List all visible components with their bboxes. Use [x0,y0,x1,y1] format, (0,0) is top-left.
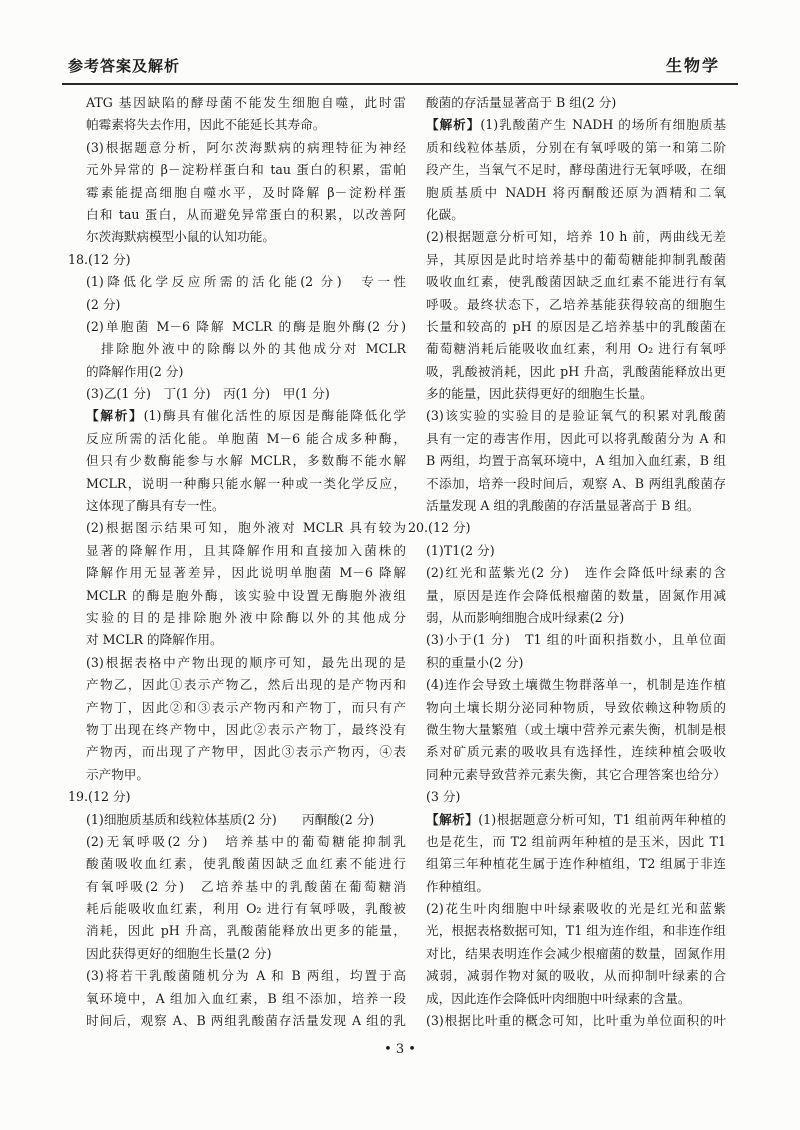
text-line: 示产物甲。 [86,766,149,782]
text-line: MCLR，说明一种酶只能水解一种或一类化学反应， [86,475,406,491]
answer-paragraph [426,562,726,629]
text-line: 胞质基质中 NADH 将丙酮酸还原为酒精和二氧 [426,184,726,200]
text-line: 19.(12 分) [68,789,131,805]
text-line: (3)乙(1 分) 丁(1 分) 丙(1 分) 甲(1 分) [86,386,330,402]
text-line: 葡萄糖消耗后能吸收血红素，利用 O₂ 进行有氧呼 [426,341,726,357]
text-line: 吸收血红素，使乳酸菌因缺乏血红素不能进行有氧 [426,274,726,290]
text-line: 化碳。 [426,206,464,222]
analysis-label: 【解析】 [426,117,481,133]
text-line: 长量和较高的 pH 的原因是乙培养基中的乳酸菌在 [426,318,726,334]
right-column [408,92,727,1032]
text-line: 排除胞外液中的除酶以外的其他成分对 MCLR [86,341,406,357]
analysis-paragraph [426,114,726,226]
text-line: 有氧呼吸(2 分) 乙培养基中的乳酸菌在葡萄糖消 [86,878,406,894]
text-line: (2)花生叶肉细胞中叶绿素吸收的光是红光和蓝紫 [426,901,726,917]
text-line: 氧环境中，A 组加入血红素，B 组不添加，培养一段 [86,990,406,1006]
text-line: 产物丙，而出现了产物甲，因此③表示产物丙，④表 [86,744,406,760]
text-line: 光，根据表格数据可知，T1 组为连作组，和非连作组 [426,923,726,939]
text-line: (1)T1(2 分) [426,542,495,558]
text-line: (2)无氧呼吸(2 分) 培养基中的葡萄糖能抑制乳 [86,833,406,849]
text-line: MCLR 的酶是胞外酶，该实验中设置无酶胞外液组 [86,587,406,603]
answer-paragraph [86,316,406,383]
answer-paragraph [86,383,406,405]
text-line: 物向土壤长期分泌同种物质，导致依赖这种物质的 [426,699,726,715]
text-line-content: (1)酶具有催化活性的原因是酶能降低化学 [143,408,407,424]
header-section-title: 参考答案及解析 [68,57,181,75]
text-line: 18.(12 分) [68,251,131,267]
analysis-label: 【解析】 [426,811,479,827]
text-line: (2)单胞菌 M－6 降解 MCLR 的酶是胞外酶(2 分) [86,318,406,334]
text-line [426,809,726,831]
analysis-paragraph [86,405,406,517]
text-paragraph [426,1010,726,1032]
text-line: (3)根据表格中产物出现的顺序可知，最先出现的是 [86,654,406,670]
left-column [68,92,407,1032]
text-line: 异，其原因是此时培养基中的葡萄糖能抑制乳酸菌 [426,251,726,267]
text-line: 呼吸。最终状态下，乙培养基能获得较高的细胞生 [426,296,726,312]
text-line: 组第三年种植花生属于连作种植组，T2 组属于非连 [426,856,726,872]
text-line: 也是花生，而 T2 组前两年种植的是玉米，因此 T1 [426,833,726,849]
analysis-label: 【解析】 [86,408,144,424]
answer-paragraph [426,540,726,562]
text-line: 对比，结果表明连作会减少根瘤菌的数量，固氮作用 [426,945,726,961]
text-line: 段产生，当氧气不足时，酵母菌进行无氧呼吸，在细 [426,162,726,178]
text-line: 白和 tau 蛋白，从而避免异常蛋白的积累，以改善阿 [86,206,406,222]
text-line-content: (1)根据题意分析可知，T1 组前两年种植的 [478,811,727,827]
question-number [408,517,726,539]
text-line: 因此获得更好的细胞生长量(2 分) [86,945,272,961]
text-line: 成，因此连作会降低叶肉细胞中叶绿素的含量。 [426,990,691,1006]
text-line: (2 分) [86,296,121,312]
text-line: 尔茨海默病模型小鼠的认知功能。 [86,229,275,245]
text-line: (1)细胞质基质和线粒体基质(2 分) 丙酮酸(2 分) [86,811,375,827]
text-line: ATG 基因缺陷的酵母菌不能发生细胞自噬，此时雷 [86,95,406,110]
header-rule [62,83,738,85]
text-line [86,405,406,427]
text-paragraph [426,898,726,1010]
text-line: 微生物大量繁殖（或土壤中营养元素失衡，机制是根 [426,721,726,737]
text-paragraph [426,92,726,114]
question-number [68,786,406,808]
text-line: 降解作用无显著差异，因此说明单胞菌 M－6 降解 [86,565,406,581]
text-line: 元外异常的 β－淀粉样蛋白和 tau 蛋白的积累，雷帕 [86,162,406,178]
text-line: 作种植组。 [426,878,489,894]
text-line: 耗后能吸收血红素，利用 O₂ 进行有氧呼吸，乳酸被 [86,901,406,917]
answer-paragraph [426,629,726,674]
answer-paragraph [86,965,406,1032]
answer-paragraph [86,271,406,316]
text-paragraph [86,137,406,249]
text-line: (3)小于(1 分) T1 组的叶面积指数小，且单位面 [426,632,726,648]
text-line: (2)根据图示结果可知，胞外液对 MCLR 具有较为 [86,520,406,536]
text-line: 消耗，因此 pH 升高，乳酸菌能释放出更多的能量， [86,923,406,939]
answer-paragraph [86,809,406,831]
text-line: 这体现了酶具有专一性。 [86,498,225,514]
text-line: 显著的降解作用，且其降解作用和直接加入菌株的 [86,542,406,558]
text-line: 产物丁，因此②和③表示产物丙和产物丁，而只有产 [86,699,406,715]
text-line: 同种元素导致营养元素失衡，其它合理答案也给分） [426,766,726,782]
footer-page-number: • 3 • [384,1042,416,1057]
header-subject: 生物学 [665,56,720,75]
text-line: 帕霉素将失去作用，因此不能延长其寿命。 [86,117,326,133]
text-line: (3)将若干乳酸菌随机分为 A 和 B 两组，均置于高 [86,968,406,984]
text-line: (3)根据比叶重的概念可知，比叶重为单位面积的叶 [426,1013,726,1029]
text-line: 不添加，培养一段时间后，观察 A、B 两组乳酸菌存 [426,475,726,491]
text-paragraph [86,517,406,651]
text-line: 吸，乳酸被消耗，因此 pH 升高，乳酸菌能释放出更 [426,363,726,379]
text-line: 系对矿质元素的吸收具有选择性，连续种植会吸收 [426,744,726,760]
text-line: 具有一定的毒害作用，因此可以将乳酸菌分为 A 和 [426,430,726,446]
text-line: 但只有少数酶能参与水解 MCLR，多数酶不能水解 [86,453,406,469]
text-line-content: (1)乳酸菌产生 NADH 的场所有细胞质基 [480,117,727,133]
text-line: 多的能量，因此获得更好的细胞生长量。 [426,386,653,402]
text-line: (3)该实验的实验目的是验证氧气的积累对乳酸菌 [426,408,726,424]
text-paragraph [86,652,406,786]
text-line: 酸菌的存活量显著高于 B 组(2 分) [426,95,617,110]
text-line: (2)红光和蓝紫光(2 分) 连作会降低叶绿素的含 [426,565,726,581]
text-line: 物丁出现在终产物中，因此②表示产物丁，最终没有 [86,721,406,737]
text-line: 实验的目的是排除胞外液中除酶以外的其他成分 [86,609,406,625]
analysis-paragraph [426,809,726,899]
text-line: 减弱，减弱作物对氮的吸收，从而抑制叶绿素的合 [426,968,726,984]
text-line: 时间后，观察 A、B 两组乳酸菌存活量发现 A 组的乳 [86,1013,406,1029]
text-line: 反应所需的活化能。单胞菌 M－6 能合成多种酶， [86,430,406,446]
text-line: 的降解作用(2 分) [86,363,184,379]
text-line: 酸菌吸收血红素，使乳酸菌因缺乏血红素不能进行 [86,856,406,872]
text-line: 积的重量小(2 分) [426,654,524,670]
text-line: 霉素能提高细胞自噬水平，及时降解 β－淀粉样蛋 [86,184,406,200]
text-paragraph [86,92,406,137]
text-paragraph [426,405,726,517]
text-line: 活量发现 A 组的乳酸菌的存活量显著高于 B 组。 [426,498,700,514]
text-line: (3)根据题意分析，阿尔茨海默病的病理特征为神经 [86,139,406,155]
question-number [68,249,406,271]
text-line: 20.(12 分) [408,520,471,536]
text-line: 质和线粒体基质，分别在有氧呼吸的第一和第二阶 [426,139,726,155]
text-line [426,114,726,136]
text-line: 弱，从而影响细胞合成叶绿素(2 分) [426,609,625,625]
text-line: 对 MCLR 的降解作用。 [86,632,223,648]
text-line: (4)连作会导致土壤微生物群落单一，机制是连作植 [426,677,726,693]
text-line: (1)降低化学反应所需的活化能(2 分) 专一性 [86,274,406,290]
answer-paragraph [86,831,406,965]
text-line: (2)根据题意分析可知，培养 10 h 前，两曲线无差 [426,229,726,245]
text-line: 量，原因是连作会降低根瘤菌的数量，固氮作用减 [426,587,726,603]
answer-paragraph [426,674,726,808]
text-line: 产物乙，因此①表示产物乙，然后出现的是产物丙和 [86,677,406,693]
text-line: B 两组，均置于高氧环境中，A 组加入血红素，B 组 [426,453,726,469]
text-line: (3 分) [426,789,461,805]
text-paragraph [426,226,726,405]
